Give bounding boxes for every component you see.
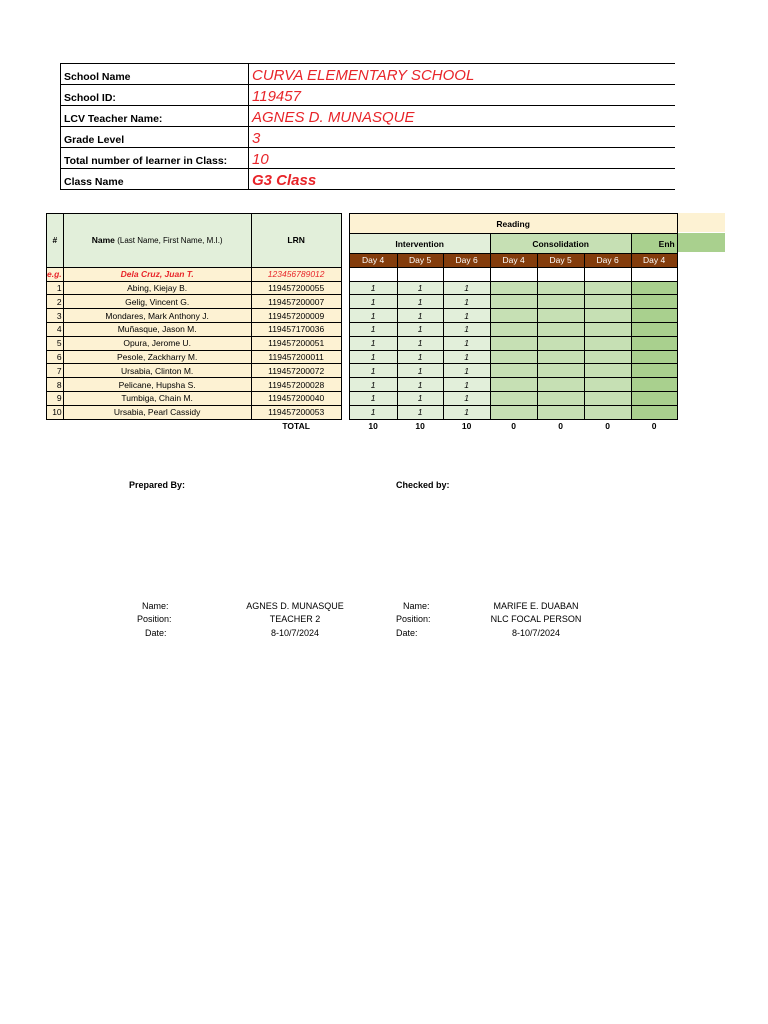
cell[interactable] bbox=[631, 267, 677, 281]
intervention-cell[interactable]: 1 bbox=[443, 336, 490, 350]
total-value: 10 bbox=[368, 420, 378, 431]
learner-lrn: 119457200011 bbox=[251, 350, 341, 364]
consolidation-cell[interactable] bbox=[584, 295, 631, 309]
consolidation-cell[interactable] bbox=[537, 281, 584, 295]
prepared-date: 8-10/7/2024 bbox=[270, 628, 320, 638]
learner-name: Opura, Jerome U. bbox=[63, 336, 251, 350]
checked-by-label: Checked by: bbox=[396, 480, 450, 490]
row-number: 3 bbox=[47, 309, 64, 323]
name-header-label: Name bbox=[91, 234, 115, 245]
intervention-cell[interactable]: 1 bbox=[397, 336, 443, 350]
cell[interactable] bbox=[397, 267, 443, 281]
cell[interactable] bbox=[443, 267, 490, 281]
checked-position: NLC FOCAL PERSON bbox=[490, 614, 582, 624]
row-number: 10 bbox=[47, 405, 64, 419]
consolidation-cell[interactable] bbox=[537, 378, 584, 392]
enhancement-cell[interactable] bbox=[631, 378, 677, 392]
intervention-cell[interactable]: 1 bbox=[397, 378, 443, 392]
school-info-table bbox=[60, 63, 675, 190]
info-label: School ID: bbox=[61, 85, 249, 106]
learner-row bbox=[47, 322, 678, 336]
info-value[interactable]: AGNES D. MUNASQUE bbox=[249, 106, 676, 127]
consolidation-cell[interactable] bbox=[490, 378, 537, 392]
checked-position-label: Position: bbox=[396, 614, 431, 624]
row-number: 2 bbox=[47, 295, 64, 309]
info-row bbox=[61, 127, 676, 148]
learner-name: Muñasque, Jason M. bbox=[63, 322, 251, 336]
prepared-by-label: Prepared By: bbox=[129, 480, 186, 490]
cell[interactable] bbox=[584, 267, 631, 281]
learner-lrn: 119457200007 bbox=[251, 295, 341, 309]
learner-name: Ursabia, Pearl Cassidy bbox=[63, 405, 251, 419]
info-label: Grade Level bbox=[61, 127, 249, 148]
intervention-cell[interactable]: 1 bbox=[397, 350, 443, 364]
learner-lrn: 119457200040 bbox=[251, 391, 341, 405]
total-value: 0 bbox=[605, 420, 611, 431]
info-label: Class Name bbox=[61, 169, 249, 190]
consolidation-cell[interactable] bbox=[490, 350, 537, 364]
cell[interactable] bbox=[349, 267, 397, 281]
consolidation-cell[interactable] bbox=[490, 281, 537, 295]
total-label: TOTAL bbox=[282, 420, 310, 431]
consolidation-cell[interactable] bbox=[490, 391, 537, 405]
hash-header: # bbox=[47, 214, 64, 268]
intervention-cell[interactable]: 1 bbox=[443, 322, 490, 336]
info-value[interactable]: 3 bbox=[249, 127, 676, 148]
name-header-sub: (Last Name, First Name, M.I.) bbox=[117, 235, 223, 245]
intervention-cell[interactable]: 1 bbox=[349, 309, 397, 323]
intervention-cell[interactable]: 1 bbox=[443, 405, 490, 419]
consolidation-cell[interactable] bbox=[490, 322, 537, 336]
learner-name: Gelig, Vincent G. bbox=[63, 295, 251, 309]
intervention-cell[interactable]: 1 bbox=[349, 295, 397, 309]
learner-lrn: 119457200055 bbox=[251, 281, 341, 295]
info-value[interactable]: CURVA ELEMENTARY SCHOOL bbox=[249, 64, 676, 85]
learner-row bbox=[47, 405, 678, 419]
row-number: 6 bbox=[47, 350, 64, 364]
intervention-cell[interactable]: 1 bbox=[397, 322, 443, 336]
prepared-name-label: Name: bbox=[142, 601, 169, 611]
consolidation-cell[interactable] bbox=[584, 309, 631, 323]
consolidation-cell[interactable] bbox=[584, 336, 631, 350]
enhancement-header-extension bbox=[677, 233, 725, 252]
learner-lrn: 119457170036 bbox=[251, 322, 341, 336]
enhancement-cell[interactable] bbox=[631, 391, 677, 405]
enhancement-cell[interactable] bbox=[631, 405, 677, 419]
intervention-cell[interactable]: 1 bbox=[397, 405, 443, 419]
intervention-cell[interactable]: 1 bbox=[349, 322, 397, 336]
enhancement-cell[interactable] bbox=[631, 309, 677, 323]
example-lrn: 123456789012 bbox=[251, 267, 341, 281]
prepared-date-label: Date: bbox=[145, 628, 167, 638]
group-consolidation: Consolidation bbox=[490, 234, 631, 254]
intervention-cell[interactable]: 1 bbox=[443, 309, 490, 323]
name-header bbox=[63, 214, 251, 268]
example-row bbox=[47, 267, 678, 281]
checked-name-label: Name: bbox=[403, 601, 430, 611]
intervention-cell[interactable]: 1 bbox=[349, 391, 397, 405]
day-header: Day 4 bbox=[490, 254, 537, 268]
day-header: Day 4 bbox=[349, 254, 397, 268]
info-row bbox=[61, 148, 676, 169]
row-number: 5 bbox=[47, 336, 64, 350]
consolidation-cell[interactable] bbox=[537, 405, 584, 419]
consolidation-cell[interactable] bbox=[584, 322, 631, 336]
total-value: 10 bbox=[461, 420, 472, 431]
consolidation-cell[interactable] bbox=[490, 295, 537, 309]
enhancement-cell[interactable] bbox=[631, 364, 677, 378]
total-value: 10 bbox=[415, 420, 425, 431]
row-number: 7 bbox=[47, 364, 64, 378]
consolidation-cell[interactable] bbox=[537, 322, 584, 336]
row-number: 4 bbox=[47, 322, 64, 336]
day-header: Day 6 bbox=[584, 254, 631, 268]
consolidation-cell[interactable] bbox=[537, 364, 584, 378]
learner-row bbox=[47, 336, 678, 350]
intervention-cell[interactable]: 1 bbox=[349, 336, 397, 350]
intervention-cell[interactable]: 1 bbox=[349, 350, 397, 364]
learner-lrn: 119457200009 bbox=[251, 309, 341, 323]
learner-lrn: 119457200028 bbox=[251, 378, 341, 392]
enhancement-cell[interactable] bbox=[631, 322, 677, 336]
info-value[interactable]: 10 bbox=[249, 148, 676, 169]
example-name: Dela Cruz, Juan T. bbox=[63, 267, 251, 281]
consolidation-cell[interactable] bbox=[490, 309, 537, 323]
intervention-cell[interactable]: 1 bbox=[349, 405, 397, 419]
enhancement-cell[interactable] bbox=[631, 350, 677, 364]
consolidation-cell[interactable] bbox=[490, 405, 537, 419]
day-header: Day 5 bbox=[397, 254, 443, 268]
learner-name: Ursabia, Clinton M. bbox=[63, 364, 251, 378]
prepared-name: AGNES D. MUNASQUE bbox=[246, 601, 344, 611]
learner-lrn: 119457200072 bbox=[251, 364, 341, 378]
intervention-cell[interactable]: 1 bbox=[443, 364, 490, 378]
checked-name: MARIFE E. DUABAN bbox=[493, 601, 579, 611]
intervention-cell[interactable]: 1 bbox=[397, 391, 443, 405]
info-value[interactable]: G3 Class bbox=[249, 169, 676, 190]
learner-row bbox=[47, 391, 678, 405]
intervention-cell[interactable]: 1 bbox=[397, 295, 443, 309]
info-row bbox=[61, 106, 676, 127]
totals-row bbox=[47, 419, 678, 432]
subject-header: Reading bbox=[349, 214, 677, 234]
intervention-cell[interactable]: 1 bbox=[443, 281, 490, 295]
consolidation-cell[interactable] bbox=[537, 309, 584, 323]
total-value: 0 bbox=[511, 420, 517, 431]
learner-name: Pesole, Zackharry M. bbox=[63, 350, 251, 364]
day-header: Day 4 bbox=[631, 254, 677, 268]
day-header: Day 6 bbox=[443, 254, 490, 268]
consolidation-cell[interactable] bbox=[537, 350, 584, 364]
learner-row bbox=[47, 350, 678, 364]
consolidation-cell[interactable] bbox=[584, 405, 631, 419]
lrn-header: LRN bbox=[251, 214, 341, 268]
row-number: 1 bbox=[47, 281, 64, 295]
consolidation-cell[interactable] bbox=[584, 378, 631, 392]
consolidation-cell[interactable] bbox=[490, 336, 537, 350]
info-label: School Name bbox=[61, 64, 249, 85]
enhancement-cell[interactable] bbox=[631, 281, 677, 295]
enhancement-cell[interactable] bbox=[631, 336, 677, 350]
consolidation-cell[interactable] bbox=[490, 364, 537, 378]
learner-row bbox=[47, 281, 678, 295]
intervention-cell[interactable]: 1 bbox=[443, 350, 490, 364]
group-intervention: Intervention bbox=[349, 234, 490, 254]
consolidation-cell[interactable] bbox=[537, 295, 584, 309]
learner-name: Abing, Kiejay B. bbox=[63, 281, 251, 295]
row-number: 9 bbox=[47, 391, 64, 405]
info-row bbox=[61, 169, 676, 190]
info-value[interactable]: 119457 bbox=[249, 85, 676, 106]
enhancement-cell[interactable] bbox=[631, 295, 677, 309]
total-value: 0 bbox=[651, 420, 657, 431]
intervention-cell[interactable]: 1 bbox=[443, 378, 490, 392]
checked-date-label: Date: bbox=[396, 628, 418, 638]
learner-lrn: 119457200053 bbox=[251, 405, 341, 419]
info-label: Total number of learner in Class: bbox=[61, 148, 249, 169]
reading-grid bbox=[46, 213, 678, 432]
consolidation-cell[interactable] bbox=[584, 281, 631, 295]
checked-date: 8-10/7/2024 bbox=[511, 628, 561, 638]
intervention-cell[interactable]: 1 bbox=[349, 364, 397, 378]
prepared-position-label: Position: bbox=[137, 614, 172, 624]
learner-name: Pelicane, Hupsha S. bbox=[63, 378, 251, 392]
learner-row bbox=[47, 295, 678, 309]
row-number: 8 bbox=[47, 378, 64, 392]
total-value: 0 bbox=[558, 420, 564, 431]
info-row bbox=[61, 85, 676, 106]
intervention-cell[interactable]: 1 bbox=[443, 391, 490, 405]
intervention-cell[interactable]: 1 bbox=[443, 295, 490, 309]
learner-row bbox=[47, 378, 678, 392]
intervention-cell[interactable]: 1 bbox=[397, 309, 443, 323]
intervention-cell[interactable]: 1 bbox=[349, 378, 397, 392]
learner-name: Tumbiga, Chain M. bbox=[63, 391, 251, 405]
info-label: LCV Teacher Name: bbox=[61, 106, 249, 127]
consolidation-cell[interactable] bbox=[584, 364, 631, 378]
intervention-cell[interactable]: 1 bbox=[397, 364, 443, 378]
learner-lrn: 119457200051 bbox=[251, 336, 341, 350]
cell[interactable] bbox=[537, 267, 584, 281]
intervention-cell[interactable]: 1 bbox=[397, 281, 443, 295]
cell[interactable] bbox=[490, 267, 537, 281]
example-num: e.g. bbox=[47, 269, 62, 280]
reading-header-extension bbox=[677, 213, 725, 232]
learner-row bbox=[47, 364, 678, 378]
group-enhancement: Enh bbox=[631, 234, 677, 254]
prepared-position: TEACHER 2 bbox=[269, 614, 321, 624]
learner-name: Mondares, Mark Anthony J. bbox=[63, 309, 251, 323]
consolidation-cell[interactable] bbox=[584, 350, 631, 364]
consolidation-cell[interactable] bbox=[584, 391, 631, 405]
day-header: Day 5 bbox=[537, 254, 584, 268]
info-row bbox=[61, 64, 676, 85]
intervention-cell[interactable]: 1 bbox=[349, 281, 397, 295]
learner-row bbox=[47, 309, 678, 323]
consolidation-cell[interactable] bbox=[537, 336, 584, 350]
consolidation-cell[interactable] bbox=[537, 391, 584, 405]
